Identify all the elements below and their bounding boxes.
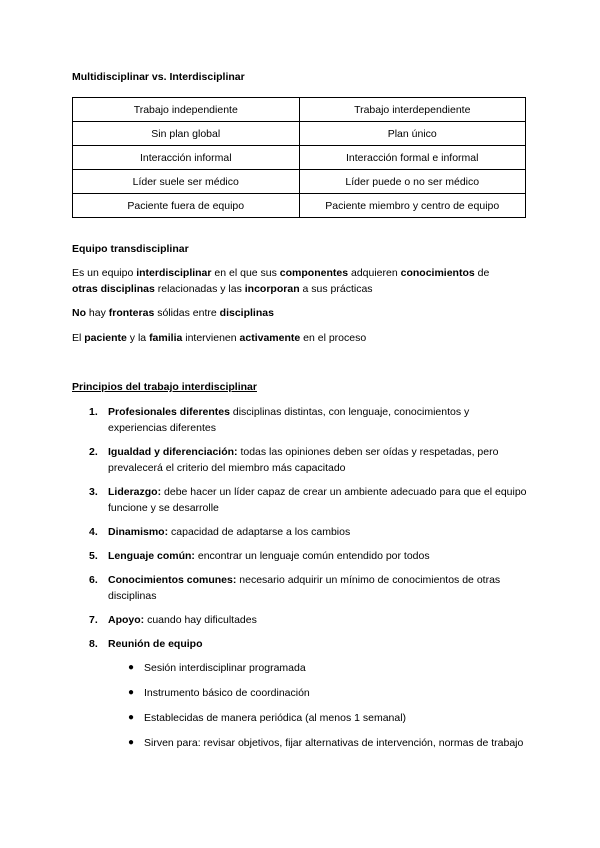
table-cell: Trabajo independiente — [73, 98, 300, 122]
table-cell: Líder suele ser médico — [73, 170, 300, 194]
list-item: 3. Liderazgo: debe hacer un líder capaz de crear un ambiente adecuado para que el equipo funcione y se desarrolle — [89, 486, 527, 514]
table-cell: Plan único — [299, 122, 526, 146]
list-item: 5. Lenguaje común: encontrar un lenguaje común entendido por todos — [89, 550, 430, 562]
list-item: 4. Dinamismo: capacidad de adaptarse a los cambios — [89, 526, 351, 538]
table-cell: Líder puede o no ser médico — [299, 170, 526, 194]
table-cell: Paciente fuera de equipo — [73, 194, 300, 218]
table-cell: Trabajo interdependiente — [299, 98, 526, 122]
bullet-icon: ● — [128, 737, 135, 748]
table-cell: Paciente miembro y centro de equipo — [299, 194, 526, 218]
table-row — [73, 194, 526, 218]
comparison-table — [72, 97, 526, 218]
section-title-principles: Principios del trabajo interdisciplinar — [72, 381, 257, 393]
list-item: ● Sesión interdisciplinar programada — [128, 662, 306, 674]
list-item: 2. Igualdad y diferenciación: todas las opiniones deben ser oídas y respetadas, pero prevalecerá el criterio del miembro más capacitado — [89, 446, 499, 474]
table-cell: Interacción formal e informal — [299, 146, 526, 170]
table-row — [73, 170, 526, 194]
meeting-sub-list — [128, 660, 528, 751]
bullet-icon: ● — [128, 687, 135, 698]
table-cell: Interacción informal — [73, 146, 300, 170]
table-row — [73, 146, 526, 170]
bullet-icon: ● — [128, 662, 135, 673]
paragraph-no-borders: No hay fronteras sólidas entre disciplinas — [72, 307, 274, 319]
table-row — [73, 98, 526, 122]
list-item: 1. Profesionales diferentes disciplinas distintas, con lenguaje, conocimientos y experiencias diferentes — [89, 406, 470, 434]
list-item: ● Sirven para: revisar objetivos, fijar alternativas de intervención, normas de trabajo — [128, 737, 524, 749]
list-item: 6. Conocimientos comunes: necesario adquirir un mínimo de conocimientos de otras disciplinas — [89, 574, 501, 602]
paragraph-trans-definition: Es un equipo interdisciplinar en el que sus componentes adquieren conocimientos de otras disciplinas relacionadas y las incorporan a sus prácticas — [72, 267, 490, 295]
paragraph-patient-family: El paciente y la familia intervienen activamente en el proceso — [72, 332, 367, 344]
section-title-transdisciplinar: Equipo transdisciplinar — [72, 243, 189, 255]
list-item: 7. Apoyo: cuando hay dificultades — [89, 614, 257, 626]
list-item: ● Instrumento básico de coordinación — [128, 687, 310, 699]
list-item: ● Establecidas de manera periódica (al menos 1 semanal) — [128, 712, 407, 724]
bullet-icon: ● — [128, 712, 135, 723]
table-row — [73, 122, 526, 146]
section-title-multi-vs-inter: Multidisciplinar vs. Interdisciplinar — [72, 71, 245, 83]
table-cell: Sin plan global — [73, 122, 300, 146]
list-item: 8. Reunión de equipo — [89, 638, 203, 650]
principles-list — [72, 404, 528, 652]
